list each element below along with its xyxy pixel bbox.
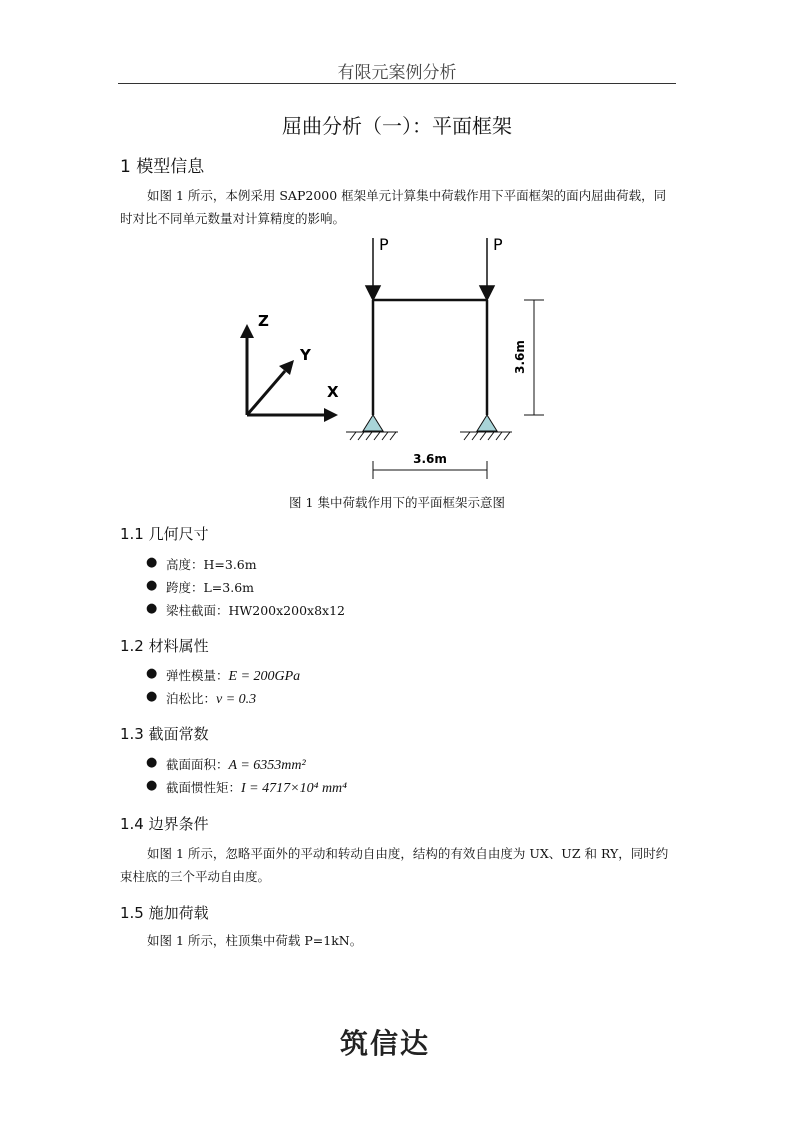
document-title: 屈曲分析（一）：平面框架 <box>282 114 512 138</box>
load-label-left: P <box>379 235 389 254</box>
section-heading-1: 1 模型信息 <box>120 157 205 177</box>
list-item: ● 梁柱截面：HW200x200x8x12 <box>148 601 345 619</box>
frame <box>373 300 487 415</box>
load-label-right: P <box>493 235 503 254</box>
dimension-lines <box>373 300 544 479</box>
axis-z-label: Z <box>258 312 269 330</box>
section-heading-1-2: 1.2 材料属性 <box>120 637 209 655</box>
list-item: ● 截面面积：A = 6353mm² <box>148 755 306 774</box>
page-header: 有限元案例分析 <box>337 63 457 83</box>
axis-x-label: X <box>327 383 339 401</box>
figure-caption: 图 1 集中荷载作用下的平面框架示意图 <box>289 495 505 510</box>
section-heading-1-3: 1.3 截面常数 <box>120 725 209 743</box>
section-heading-1-1: 1.1 几何尺寸 <box>120 525 209 543</box>
section-1-4-paragraph: 如图 1 所示，忽略平面外的平动和转动自由度，结构的有效自由度为 UX、UZ 和 RY，同时约束柱底的三个平动自由度。 <box>120 846 669 884</box>
list-item: ● 截面惯性矩：I = 4717×10⁴ mm⁴ <box>148 778 347 797</box>
section-heading-1-4: 1.4 边界条件 <box>120 815 209 833</box>
axis-y-label: Y <box>300 346 311 364</box>
axes-triad <box>240 324 338 422</box>
list-item: ● 高度：H=3.6m <box>148 555 257 573</box>
section-heading-1-5: 1.5 施加荷载 <box>120 904 209 922</box>
frame-figure <box>0 0 793 520</box>
list-item: ● 弹性模量：E = 200GPa <box>148 666 300 685</box>
company-logo: 筑信达 <box>340 1027 431 1060</box>
section-1-paragraph: 如图 1 所示，本例采用 SAP2000 框架单元计算集中荷载作用下平面框架的面内屈曲荷载，同时对比不同单元数量对计算精度的影响。 <box>120 188 667 226</box>
height-dimension-label: 3.6m <box>513 340 527 374</box>
span-dimension-label: 3.6m <box>413 452 447 466</box>
supports <box>346 415 512 440</box>
list-item: ● 泊松比：ν = 0.3 <box>148 689 256 708</box>
list-item: ● 跨度：L=3.6m <box>148 578 254 596</box>
section-1-5-paragraph: 如图 1 所示，柱顶集中荷载 P=1kN。 <box>147 933 363 948</box>
